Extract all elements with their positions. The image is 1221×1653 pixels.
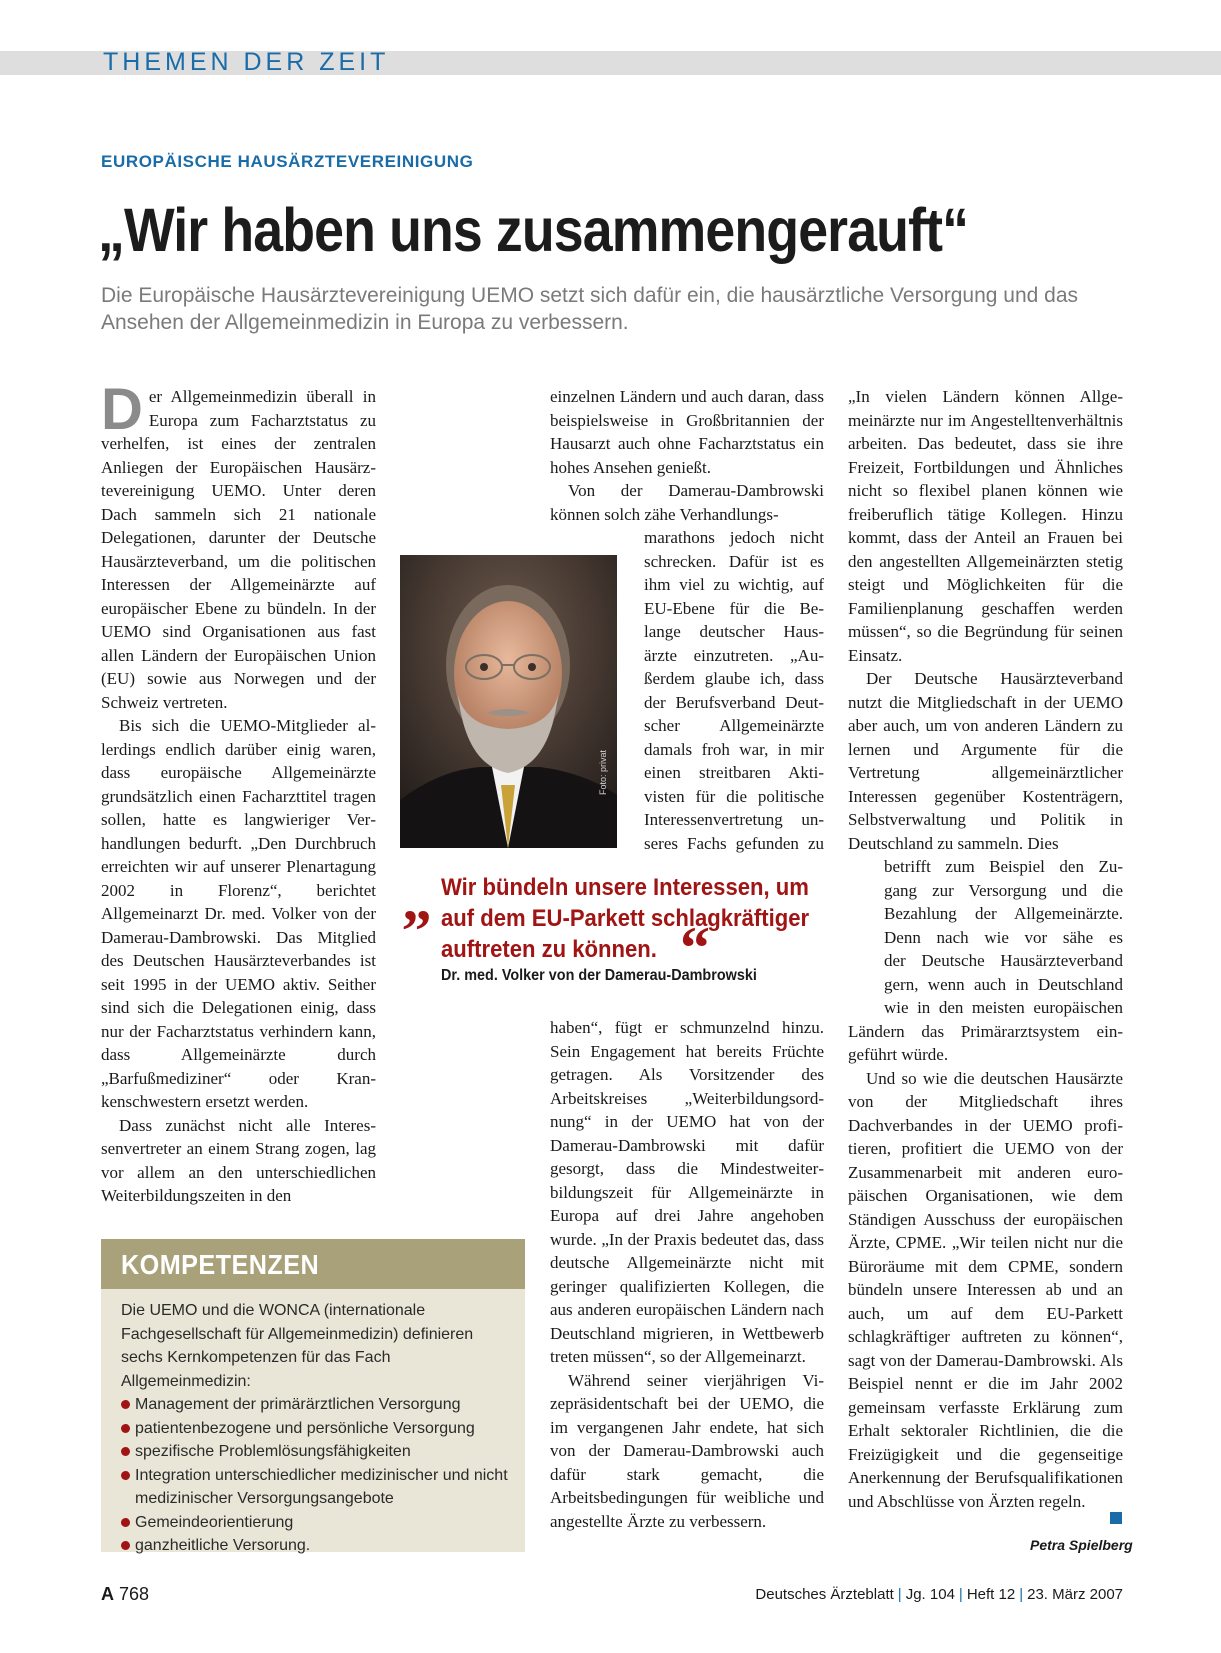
text-line: EU-Ebene für die Be- [644, 598, 824, 618]
list-item: patientenbezogene und persönliche Versorgung [121, 1417, 511, 1441]
photo-wrapped-text [644, 526, 824, 855]
text-line: gern, wenn auch in Deutschland [884, 974, 1123, 994]
journal-name: Deutsches Ärzteblatt [755, 1586, 894, 1603]
text-line: scher Allgemeinärzte [644, 716, 824, 735]
list-item: Integration unterschiedlicher medizinischer und nicht medizinischer Versorgungsangebote [121, 1464, 511, 1511]
footer-citation: Deutsches Ärzteblatt | Jg. 104 | Heft 12 | 23. März 2007 [755, 1586, 1123, 1603]
text-line: visten für die politische [644, 786, 824, 806]
text-line: der Deutsche Hausärzteverband [884, 951, 1123, 970]
drop-cap: D [101, 377, 143, 442]
bullet-icon [121, 1518, 130, 1527]
text-line: marathons jedoch nicht [644, 528, 824, 547]
text-line: schrecken. Dafür ist es [644, 551, 824, 571]
text-column-2-bottom [550, 1016, 824, 1533]
pull-quote-author: Dr. med. Volker von der Damerau-Dambrowski [441, 967, 757, 984]
portrait-image [400, 555, 617, 848]
text-line: ßerdem glaube ich, dass [644, 669, 824, 688]
paragraph: Dass zunächst nicht alle Interessenvertreter an einem Strang zogen, lag vor allem an den unterschiedlichen Weiterbildungszeiten in den [101, 1115, 376, 1205]
text-line: ärzte einzutreten. „Au- [644, 645, 824, 665]
pull-quote-line: Wir bündeln unsere Interessen, um [441, 874, 809, 901]
bullet-icon [121, 1424, 130, 1433]
article-subtitle: Die Europäische Hausärztevereinigung UEMO setzt sich dafür ein, die hausärztliche Versorgung und das Ansehen der Allgemeinmedizin in Europa zu verbessern. [101, 284, 1079, 334]
page-number: A 768 [101, 1584, 150, 1604]
text-line: wie in den meisten europäischen [884, 998, 1123, 1017]
text-line: Bezahlung der Allgemeinärzte. [884, 904, 1123, 923]
text-line: einen streitbaren Akti- [644, 763, 824, 782]
bullet-icon [121, 1471, 130, 1480]
journal-volume: Jg. 104 [905, 1586, 955, 1603]
text-column-3 [848, 385, 1123, 1513]
journal-issue: Heft 12 [966, 1586, 1016, 1603]
pull-quote-line: auftreten zu können. [441, 936, 657, 963]
text-column-1 [101, 377, 376, 1208]
list-item: Gemeindeorientierung [121, 1511, 511, 1535]
journal-date: 23. März 2007 [1027, 1586, 1123, 1603]
competency-list [121, 1393, 511, 1558]
info-box-intro: Die UEMO und die WONCA (internationale Fachgesellschaft für Allgemeinmedizin) definieren sechs Kernkompetenzen für das Fach Allgemeinmedizin: [121, 1302, 474, 1390]
paragraph: Und so wie die deutschen Hausärzte von der Mitgliedschaft ihres Dachverbandes in der UEMO profitieren, profitiert die UEMO von der Zusammenarbeit mit anderen europäischen Organisationen, wie dem Ständigen Ausschuss der europäischen Ärzte, CPME. „Wir teilen nicht nur die Büroräume mit dem CPME, sondern bündeln unsere Interessen ab und an auch, um auf dem EU-Parkett schlagkräftiger auftreten zu können“, sagt von der Damerau-Dambrowski. Als Beispiel nennt er die im Jahr 2002 gemeinsam verfasste Erklärung zum Erhalt sektoraler Richtlinien, die die Freizügigkeit und die gegenseitige Anerkennung der Berufsqualifikationen und Abschlüsse von Ärzten regeln. [848, 1068, 1123, 1511]
pull-quote-line: auf dem EU-Parkett schlagkräftiger [441, 905, 810, 932]
text-line: seres Fachs gefunden zu [644, 833, 824, 853]
paragraph: Bis sich die UEMO-Mitglieder allerdings endlich darüber einig waren, dass europäische Allgemeinärzte grundsätzlich einen Facharzttitel tragen sollen, hatte es langwieriger Verhandlungen bedurft. „Den Durchbruch erreichten wir auf unserer Plenartagung 2002 in Florenz“, berichtet Allgemeinarzt Dr. med. Volker von der Damerau-Dambrowski. Das Mitglied des Deutschen Hausärzteverbandes ist seit 1995 in der UEMO aktiv. Seither sind sich die Delegationen einig, dass nur der Facharztstatus verhindern kann, dass Allgemeinärzte durch „Barfußmediziner“ oder Krankenschwestern ersetzt werden. [101, 716, 376, 1111]
bullet-icon [121, 1447, 130, 1456]
list-item: ganzheitliche Versorung. [121, 1534, 511, 1558]
text-line: Denn nach wie vor sähe es [884, 927, 1123, 947]
end-mark-icon [1110, 1512, 1122, 1524]
bullet-icon [121, 1541, 130, 1550]
article-headline: „Wir haben uns zusammengerauft“ [98, 196, 969, 264]
photo-credit: Foto: privat [598, 749, 608, 795]
text-line: ihm viel zu wichtig, auf [644, 575, 824, 594]
list-item: spezifische Problemlösungsfähigkeiten [121, 1440, 511, 1464]
paragraph: haben“, fügt er schmunzelnd hinzu. Sein Engagement hat bereits Früchte getragen. Als Vorsitzender des Arbeitskreises „Weiterbildungsordnung“ in der UEMO hat von der Damerau-Dambrowski mit dafür gesorgt, dass die Mindestweiterbildungszeit für Allgemeinärzte in Europa auf drei Jahre angehoben wurde. „In der Praxis bedeutet das, dass deutsche Allgemeinärzte nicht mit geringer qualifizierten Kollegen, die aus anderen europäischen Ländern nach Deutschland migrieren, in Wettbewerb treten müssen“, so der Allgemeinarzt. [550, 1018, 824, 1366]
info-box-title: KOMPETENZEN [121, 1249, 320, 1280]
paragraph: Von der Damerau-Dambrowski können solch zähe Verhandlungs- [550, 481, 824, 524]
text-line: der Berufsverband Deut- [644, 692, 824, 712]
text-line: Interessenvertretung un- [644, 810, 824, 829]
pull-quote [441, 872, 827, 965]
paragraph: einzelnen Ländern und auch daran, dass beispielsweise in Großbritannien der Hausarzt auch ohne Facharztstatus ein hohes Ansehen genießt. [550, 387, 824, 477]
article-kicker: EUROPÄISCHE HAUSÄRZTEVEREINIGUNG [101, 152, 474, 171]
text-line: betrifft zum Beispiel den Zu- [884, 857, 1123, 876]
paragraph: Während seiner vierjährigen Vizepräsidentschaft bei der UEMO, die im vergangenen Jahr endete, hat sich von der Damerau-Dambrowski auch dafür stark gemacht, die Arbeitsbedingungen für weibliche und angestellte Ärzte zu verbessern. [550, 1370, 824, 1531]
text-line: damals froh war, in mir [644, 739, 824, 759]
paragraph-text: er Allgemeinmedizin überall in Europa zum Facharztstatus zu verhelfen, ist eines der zentralen Anliegen der Europäischen Hausärztevereinigung UEMO. Unter deren Dach sammeln sich 21 nationale Delegationen, darunter der Deutsche Hausärzteverband, um die politischen Interessen der Allgemeinärzte auf europäischer Ebene zu bündeln. In der UEMO sind Organisationen aus fast allen Ländern der Europäischen Union (EU) sowie aus Norwegen und der Schweiz vertreten. [101, 387, 376, 712]
portrait-photo [400, 555, 617, 848]
quote-close-mark: “ [680, 915, 710, 981]
quote-open-mark: „ [402, 867, 432, 933]
quote-wrapped-text [884, 855, 1123, 1020]
paragraph: „In vielen Ländern können Allgemeinärzte nur im Angestelltenverhältnis arbeiten. Das bedeutet, dass sie ihre Freizeit, Fortbildungen und Ähnliches nicht so flexibel planen können wie freiberuflich tätige Kollegen. Hinzu kommt, dass der Anteil an Frauen bei den angestellten Allgemeinärzten stetig steigt und Möglichkeiten für die Familienplanung geschaffen werden müssen“, so die Begründung für seinen Einsatz. [848, 387, 1123, 665]
text-line: lange deutscher Haus- [644, 622, 824, 641]
paragraph: Ländern das Primärarztsystem eingeführt würde. [848, 1021, 1123, 1064]
paragraph: Der Deutsche Hausärzteverband nutzt die Mitgliedschaft in der UEMO aber auch, um von anderen Ländern zu lernen und Argumente für die Vertretung allgemeinärztlicher Interessen gegenüber Kostenträgern, Selbstverwaltung und Politik in Deutschland zu sammeln. Dies [848, 669, 1123, 853]
bullet-icon [121, 1400, 130, 1409]
paragraph [101, 377, 376, 714]
list-item: Management der primärärztlichen Versorgung [121, 1393, 511, 1417]
info-box-body [121, 1299, 511, 1558]
section-label: THEMEN DER ZEIT [103, 48, 390, 76]
text-line: gang zur Versorgung und die [884, 880, 1123, 900]
author-signature: Petra Spielberg [1030, 1537, 1133, 1553]
